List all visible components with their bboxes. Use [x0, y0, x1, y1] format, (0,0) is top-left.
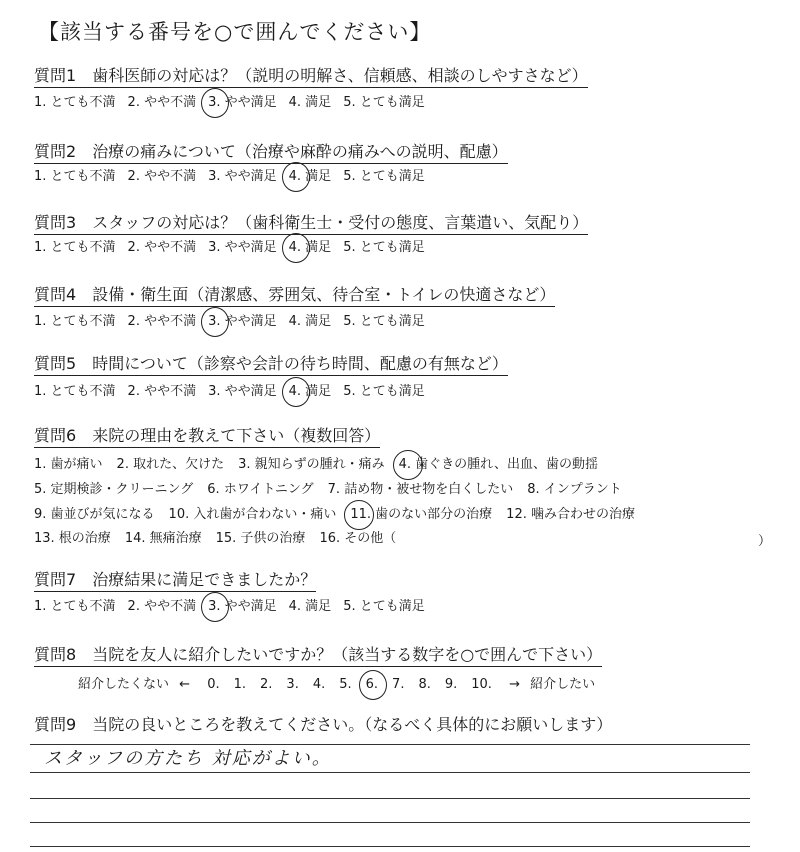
question-3-option-3[interactable]: 3. やや満足: [208, 240, 277, 255]
question-1-text: 歯科医師の対応は？（説明の明解さ、信頼感、相談のしやすさなど）: [92, 66, 588, 85]
scale-value-2[interactable]: 2.: [260, 677, 273, 692]
q9-handwritten-answer: スタッフの方たち 対応がよい。: [44, 748, 332, 769]
question-5-option-2[interactable]: 2. やや不満: [127, 384, 197, 399]
question-4-heading: [34, 285, 555, 307]
question-7-option-4[interactable]: 4. 満足: [288, 599, 332, 614]
answer-line-4: [30, 822, 750, 823]
answer-line-3: [30, 798, 750, 799]
scale-value-7[interactable]: 7.: [392, 677, 405, 692]
question-5-option-1[interactable]: 1. とても不満: [34, 384, 116, 399]
question-6-option-12[interactable]: 12. 噛み合わせの治療: [506, 507, 635, 522]
scale-value-4[interactable]: 4.: [312, 677, 326, 692]
question-1-option-4[interactable]: 4. 満足: [288, 95, 332, 110]
question-1-option-1[interactable]: 1. とても不満: [34, 95, 116, 110]
question-7-option-5[interactable]: 5. とても満足: [343, 599, 425, 614]
question-1-option-2[interactable]: 2. やや不満: [127, 95, 197, 110]
question-3-option-1[interactable]: 1. とても不満: [34, 240, 116, 255]
question-3-option-5[interactable]: 5. とても満足: [343, 240, 425, 255]
question-6-option-8[interactable]: 8. インプラント: [527, 482, 622, 497]
question-6-option-10[interactable]: 10. 入れ歯が合わない・痛い: [168, 507, 337, 522]
scale-value-8[interactable]: 8.: [418, 677, 431, 692]
question-8-text: 当院を友人に紹介したいですか？（該当する数字を○で囲んで下さい）: [92, 645, 603, 664]
question-7-number: 質問7: [34, 570, 77, 589]
question-2-option-5[interactable]: 5. とても満足: [343, 169, 425, 184]
scale-value-1[interactable]: 1.: [233, 677, 247, 692]
question-5-heading: [34, 354, 508, 376]
answer-line-2: [30, 772, 750, 773]
scale-values: [200, 677, 499, 692]
question-6-option-6[interactable]: 6. ホワイトニング: [207, 482, 314, 497]
question-8-heading: [34, 645, 602, 667]
question-2-option-1[interactable]: 1. とても不満: [34, 169, 116, 184]
question-6-option-2[interactable]: 2. 取れた、欠けた: [116, 457, 225, 472]
question-9-number: 質問9: [34, 715, 77, 734]
question-6-option-13[interactable]: 13. 根の治療: [34, 531, 111, 546]
question-1-option-5[interactable]: 5. とても満足: [343, 95, 425, 110]
scale-left-label: 紹介したくない: [78, 677, 170, 692]
question-2-option-3[interactable]: 3. やや満足: [208, 169, 277, 184]
question-1-options: [34, 94, 437, 112]
question-1-heading: [34, 66, 588, 88]
scale-value-0[interactable]: 0.: [207, 677, 220, 692]
question-6-option-5[interactable]: 5. 定期検診・クリーニング: [34, 482, 194, 497]
question-6-option-11[interactable]: 11. 歯のない部分の治療: [350, 507, 493, 522]
question-4-text: 設備・衛生面（清潔感、雰囲気、待合室・トイレの快適さなど）: [92, 285, 556, 304]
question-4-option-5[interactable]: 5. とても満足: [343, 314, 425, 329]
question-9-heading: [34, 715, 612, 736]
question-6-text: 来院の理由を教えて下さい（複数回答）: [92, 426, 381, 445]
question-6-option-7[interactable]: 7. 詰め物・被せ物を白くしたい: [327, 482, 514, 497]
question-5-option-4[interactable]: 4. 満足: [288, 384, 332, 399]
scale-value-10[interactable]: 10.: [471, 677, 492, 692]
question-3-number: 質問3: [34, 213, 77, 232]
scale-right-label: 紹介したい: [530, 677, 596, 692]
question-6-option-9[interactable]: 9. 歯並びが気になる: [34, 507, 155, 522]
question-7-heading: [34, 570, 316, 592]
question-6-option-1[interactable]: 1. 歯が痛い: [34, 457, 103, 472]
question-5-number: 質問5: [34, 354, 77, 373]
question-1-number: 質問1: [34, 66, 77, 85]
question-8-number: 質問8: [34, 645, 77, 664]
question-7-options: [34, 598, 437, 616]
scale-value-3[interactable]: 3.: [286, 677, 299, 692]
question-6-option-14[interactable]: 14. 無痛治療: [124, 531, 202, 546]
question-4-number: 質問4: [34, 285, 77, 304]
scale-value-9[interactable]: 9.: [444, 677, 458, 692]
question-3-option-2[interactable]: 2. やや不満: [127, 240, 197, 255]
question-5-options: [34, 383, 437, 401]
question-6-option-3[interactable]: 3. 親知らずの腫れ・痛み: [238, 457, 385, 472]
question-4-options: [34, 313, 437, 331]
question-7-text: 治療結果に満足できましたか？: [92, 570, 317, 589]
question-6-row-3: [34, 506, 649, 524]
left-arrow-icon: ←: [179, 677, 191, 692]
page-title: 【該当する番号を○で囲んでください】: [38, 20, 432, 44]
right-arrow-icon: →: [509, 677, 520, 692]
question-9-text: 当院の良いところを教えてください。（なるべく具体的にお願いします）: [92, 715, 613, 734]
question-3-option-4[interactable]: 4. 満足: [288, 240, 332, 255]
answer-line-5: [30, 846, 750, 847]
scale-value-5[interactable]: 5.: [339, 677, 352, 692]
question-2-heading: [34, 142, 508, 164]
question-6-row-1: [34, 456, 612, 474]
question-6-option-4[interactable]: 4. 歯ぐきの腫れ、出血、歯の動揺: [398, 457, 598, 472]
question-7-option-1[interactable]: 1. とても不満: [34, 599, 116, 614]
question-6-option-15[interactable]: 15. 子供の治療: [215, 531, 306, 546]
question-5-option-5[interactable]: 5. とても満足: [343, 384, 425, 399]
question-2-number: 質問2: [34, 142, 77, 161]
question-5-text: 時間について（診察や会計の待ち時間、配慮の有無など）: [92, 354, 508, 373]
question-6-heading: [34, 426, 380, 448]
question-3-options: [34, 239, 437, 257]
question-7-option-3[interactable]: 3. やや満足: [208, 599, 277, 614]
question-4-option-4[interactable]: 4. 満足: [288, 314, 332, 329]
question-6-row-4: [34, 530, 410, 548]
question-4-option-1[interactable]: 1. とても不満: [34, 314, 116, 329]
question-3-text: スタッフの対応は？（歯科衛生士・受付の態度、言葉遣い、気配り）: [92, 213, 589, 232]
question-6-number: 質問6: [34, 426, 77, 445]
question-4-option-3[interactable]: 3. やや満足: [208, 314, 277, 329]
question-8-scale: [78, 676, 595, 694]
question-2-text: 治療の痛みについて（治療や麻酔の痛みへの説明、配慮）: [92, 142, 508, 161]
question-6-row-2: [34, 481, 636, 499]
question-2-options: [34, 168, 437, 186]
question-5-option-3[interactable]: 3. やや満足: [208, 384, 277, 399]
question-1-option-3[interactable]: 3. やや満足: [208, 95, 277, 110]
question-4-option-2[interactable]: 2. やや不満: [127, 314, 197, 329]
question-6-other-close: ）: [758, 534, 772, 549]
scale-value-6[interactable]: 6.: [365, 677, 379, 692]
question-7-option-2[interactable]: 2. やや不満: [127, 599, 197, 614]
question-2-option-4[interactable]: 4. 満足: [288, 169, 332, 184]
question-6-option-16[interactable]: 16. その他（: [319, 531, 397, 546]
question-3-heading: [34, 213, 588, 235]
question-2-option-2[interactable]: 2. やや不満: [127, 169, 197, 184]
